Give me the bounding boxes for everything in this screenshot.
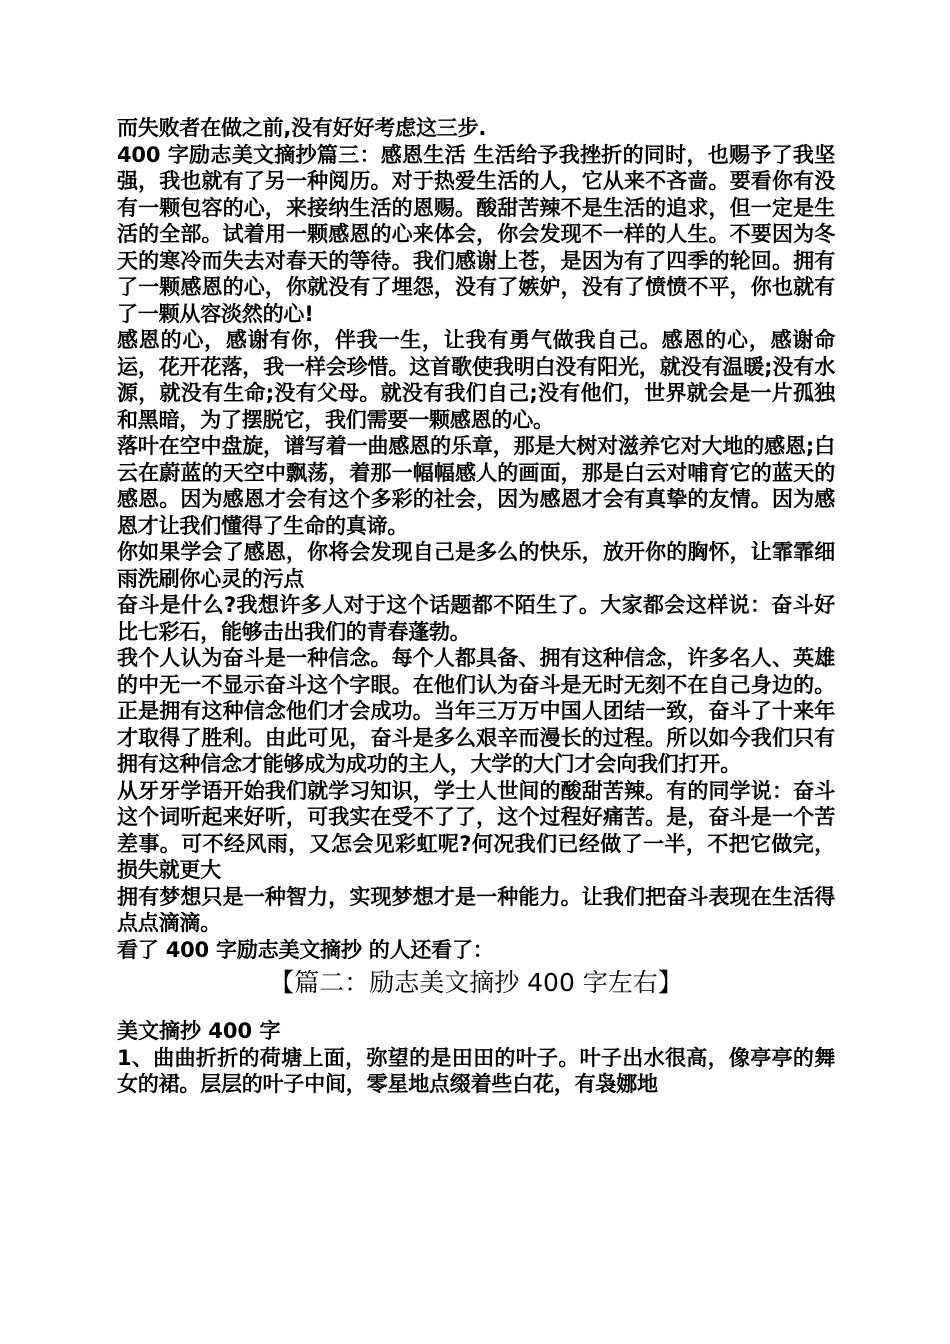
paragraph-11: 1、曲曲折折的荷塘上面，弥望的是田田的叶子。叶子出水很高，像亭亭的舞女的裙。层层的叶子中间，零星地点缀着些白花，有袅娜地	[117, 1045, 835, 1096]
paragraph-5: 你如果学会了感恩，你将会发现自己是多么的快乐，放开你的胸怀，让霏霏细雨洗刷你心灵的污点	[117, 540, 835, 591]
paragraph-3: 感恩的心，感谢有你，伴我一生，让我有勇气做我自己。感恩的心，感谢命运，花开花落，我一样会珍惜。这首歌使我明白没有阳光，就没有温暖;没有水源，就没有生命;没有父母。就没有我们自己;没有他们，世界就会是一片孤独和黑暗，为了摆脱它，我们需要一颗感恩的心。	[117, 328, 835, 432]
paragraph-2: 400 字励志美文摘抄篇三：感恩生活 生活给予我挫折的同时，也赐予了我坚强，我也就有了另一种阅历。对于热爱生活的人，它从来不吝啬。要看你有没有一颗包容的心，来接纳生活的恩赐。酸甜苦辣不是生活的追求，但一定是生活的全部。试着用一颗感恩的心来体会，你会发现不一样的人生。不要因为冬天的寒冷而失去对春天的等待。我们感谢上苍，是因为有了四季的轮回。拥有了一颗感恩的心，你就没有了埋怨，没有了嫉妒，没有了愤愤不平，你也就有了一颗从容淡然的心!	[117, 142, 835, 326]
paragraph-10: 看了 400 字励志美文摘抄 的人还看了：	[117, 937, 494, 962]
paragraph-1: 而失败者在做之前,没有好好考虑这三步.	[117, 116, 487, 140]
paragraph-8: 从牙牙学语开始我们就学习知识，学士人世间的酸甜苦辣。有的同学说：奋斗这个词听起来好听，可我实在受不了了，这个过程好痛苦。是，奋斗是一个苦差事。可不经风雨，又怎会见彩虹呢?何况我们已经做了一半，不把它做完，损失就更大	[117, 778, 835, 882]
paragraph-6: 奋斗是什么?我想许多人对于这个话题都不陌生了。大家都会这样说：奋斗好比七彩石，能够击出我们的青春蓬勃。	[117, 593, 835, 644]
paragraph-7: 我个人认为奋斗是一种信念。每个人都具备、拥有这种信念，许多名人、英雄的中无一不显示奋斗这个字眼。在他们认为奋斗是无时无刻不在自己身边的。正是拥有这种信念他们才会成功。当年三万万中国人团结一致，奋斗了十来年才取得了胜利。由此可见，奋斗是多么艰辛而漫长的过程。所以如今我们只有拥有这种信念才能够成为成功的主人，大学的大门才会向我们打开。	[117, 646, 835, 776]
document-page	[117, 115, 835, 1098]
subheading: 美文摘抄 400 字	[117, 1019, 281, 1043]
paragraph-9: 拥有梦想只是一种智力，实现梦想才是一种能力。让我们把奋斗表现在生活得点点滴滴。	[117, 884, 835, 935]
paragraph-4: 落叶在空中盘旋，谱写着一曲感恩的乐章，那是大树对滋养它对大地的感恩;白云在蔚蓝的天空中飘荡，着那一幅幅感人的画面，那是白云对哺育它的蓝天的感恩。因为感恩才会有这个多彩的社会，因为感恩才会有真挚的友情。因为感恩才让我们懂得了生命的真谛。	[117, 434, 835, 538]
section-heading: 【篇二：励志美文摘抄 400 字左右】	[269, 968, 683, 997]
